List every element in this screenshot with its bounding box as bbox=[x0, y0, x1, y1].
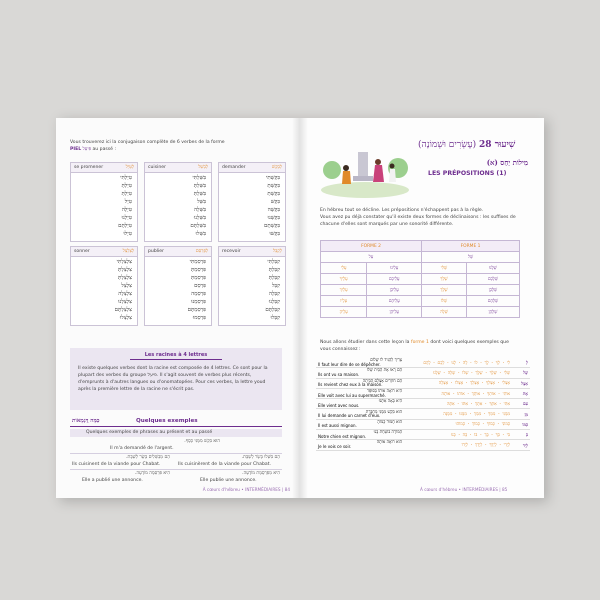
roots-box bbox=[70, 348, 282, 410]
conjugation-form: טִיֵּל bbox=[124, 199, 132, 205]
preposition-example-he: הוּא בִּקֵּשׁ מִמֶּנִּי מְחַבֶּרֶת bbox=[365, 408, 402, 414]
conjugation-form: צִלְצַלְתִּי bbox=[116, 259, 132, 265]
examples-divider bbox=[70, 426, 282, 427]
preposition-example-fr: Elle voit avec lui au supermarché. bbox=[318, 392, 386, 398]
examples-title-he: כַּמָּה דֻּגְמָאוֹת bbox=[72, 418, 100, 424]
conjugation-form: קִבַּלְתֶּם bbox=[265, 307, 280, 313]
conjugation-form: בִּקֵּשׁ bbox=[270, 199, 280, 205]
roots-text-2: plupart des verbes du groupe פיעל. Il s'agit souvent de verbes plus récents, bbox=[78, 373, 252, 378]
intro-rest: au passé : bbox=[92, 147, 117, 152]
verb-card-header bbox=[219, 163, 285, 173]
preposition-example-fr: Il est aussi mignon. bbox=[318, 423, 357, 429]
subtitle-he: מִילוֹת יַחַס (א) bbox=[486, 158, 528, 167]
conjugation-form: צִלְצַלְתָּ bbox=[118, 267, 132, 273]
conjugation-form: בִּקַּשְׁתְּ bbox=[267, 191, 280, 197]
conjugation-form: קִבֵּל bbox=[271, 283, 280, 289]
list-intro-highlight: forme 1 bbox=[410, 340, 429, 345]
preposition-row bbox=[316, 440, 530, 450]
preposition-example-fr: Il faut leur dire de se dépêcher. bbox=[318, 361, 381, 367]
lesson-title bbox=[418, 140, 515, 151]
declension-cell: שֶׁלְּךָ bbox=[422, 274, 467, 285]
intro-p3: chacune d'elles sont marqués par une sonorité différente. bbox=[320, 222, 454, 227]
intro-line-2 bbox=[70, 147, 116, 153]
conjugation-form: קִבַּלְתִּי bbox=[267, 259, 280, 265]
preposition-word: אֶת bbox=[512, 388, 530, 398]
book-gutter bbox=[292, 118, 308, 498]
roots-title: Les racines à 4 lettres bbox=[144, 352, 208, 358]
verb-hebrew: לְצַלְצֵל bbox=[122, 249, 134, 254]
preposition-list bbox=[316, 358, 530, 451]
preposition-example-he: הִיא רוֹאָה אוֹתוֹ בַּסּוּפֶּר bbox=[367, 387, 402, 393]
conjugation-form: צִלְצַלְתֶּם bbox=[114, 307, 132, 313]
preposition-row bbox=[316, 378, 530, 388]
preposition-forms: לְיָדִי ・ לְיָדְךָ ・ לְיָדֵךְ ・ לְיָדוֹ bbox=[404, 440, 512, 450]
preposition-word: מִן bbox=[512, 409, 530, 419]
verb-card bbox=[70, 162, 138, 242]
verb-hebrew: לְבַשֵּׁל bbox=[198, 165, 208, 170]
preposition-row bbox=[316, 399, 530, 409]
preposition-example-fr: Elle vient avec nous. bbox=[318, 402, 360, 408]
declension-row bbox=[321, 307, 520, 318]
conjugation-form: טִיַּלְנוּ bbox=[121, 215, 132, 221]
conjugation-form: בִּשַּׁלְתְּ bbox=[193, 191, 206, 197]
piel-label: PIEL bbox=[70, 147, 82, 152]
conjugation-form: פִּרְסַמְתֶּם bbox=[187, 307, 206, 313]
intro-p2: Vous avez pu déjà constater qu'il existe deux formes de déclinaisons : les suffixes de bbox=[320, 215, 516, 220]
declension-cell: שֶׁלּוֹ bbox=[422, 296, 467, 307]
conjugation-form: בִּקַּשְׁתָּ bbox=[267, 183, 280, 189]
conjugation-form: צִלְצַלְנוּ bbox=[118, 299, 132, 305]
declension-cell: עָלֶיהָ bbox=[321, 307, 367, 318]
roots-text-4: après la première lettre de la racine ne s'écrit pas. bbox=[78, 387, 195, 392]
conjugation-form: פִּרְסְמוּ bbox=[192, 315, 206, 321]
example-row bbox=[70, 470, 282, 485]
preposition-word: לְיַד bbox=[512, 440, 530, 450]
preposition-example-cell bbox=[316, 430, 404, 440]
conjugation-form: קִבַּלְנוּ bbox=[268, 299, 280, 305]
conjugation-form: בִּקְּשׁוּ bbox=[269, 231, 280, 237]
forme1-header: FORME 1 bbox=[422, 241, 520, 252]
example-he: הוּא בִּקֵּשׁ מִמֶּנִּי כֶּסֶף. bbox=[184, 439, 220, 444]
left-footer: À cœurs d'hébreu • INTERMÉDIAIRES | 84 bbox=[202, 487, 290, 492]
conjugation-form: בִּשְּׁלָה bbox=[193, 207, 206, 213]
declension-cell: שֶׁלָּנוּ bbox=[466, 263, 519, 274]
preposition-example-he: הַמּוֹרָה בּוֹטַחַת בָּנוּ bbox=[373, 429, 402, 435]
list-intro-1: Nous allons étudier dans cette leçon la bbox=[320, 340, 410, 345]
intro-line: Vous trouverez ici la conjugaison complète de 6 verbes de la forme bbox=[70, 140, 225, 145]
preposition-example-cell bbox=[316, 399, 404, 409]
left-page bbox=[56, 118, 300, 498]
conjugation-form: קִבְּלָה bbox=[268, 291, 280, 297]
example-fr-2: Ils cuisinèrent de la viande pour Chabat. bbox=[178, 462, 271, 467]
conjugation-form: בִּשַּׁלְתָּ bbox=[193, 183, 206, 189]
declension-cell: שֶׁלָּהֶם bbox=[466, 296, 519, 307]
right-footer: À cœurs d'hébreu • INTERMÉDIAIRES | 85 bbox=[420, 487, 508, 492]
verb-french: publier bbox=[148, 249, 165, 254]
declension-cell: שֶׁלָּכֶם bbox=[466, 274, 519, 285]
verb-card bbox=[70, 246, 138, 326]
conjugation-form: טִיְּלָה bbox=[121, 207, 132, 213]
preposition-row bbox=[316, 368, 530, 378]
preposition-example-fr: Notre chien est mignon. bbox=[318, 433, 367, 439]
conjugation-form: פִּרְסַמְתִּי bbox=[189, 259, 206, 265]
example-fr-2: Elle publie une annonce. bbox=[200, 478, 257, 483]
preposition-forms: אִתִּי ・ אִתְּךָ ・ אִתָּךְ ・ אִתּוֹ ・ אִתָּהּ bbox=[404, 399, 512, 409]
verb-french: sonner bbox=[74, 249, 90, 254]
verb-french: cuisiner bbox=[148, 165, 167, 170]
conjugation-form: קִבְּלוּ bbox=[270, 315, 280, 321]
preposition-row bbox=[316, 358, 530, 368]
intro-p1: En hébreu tout se décline. Les prépositions n'échappent pas à la règle. bbox=[320, 208, 484, 213]
example-fr: Ils cuisinent de la viande pour Chabat. bbox=[72, 462, 161, 467]
conjugation-form: טִיְּלוּ bbox=[123, 231, 132, 237]
declension-cell: שֶׁלָּהּ bbox=[422, 307, 467, 318]
example-row bbox=[70, 438, 282, 454]
list-intro bbox=[320, 340, 509, 346]
declension-cell: שֶׁלִּי bbox=[422, 263, 467, 274]
conjugation-form: צִלְצְלוּ bbox=[119, 315, 132, 321]
lesson-number: שִׁיעוּר 28 bbox=[479, 140, 516, 150]
subtitle-fr: LES PRÉPOSITIONS (1) bbox=[428, 170, 507, 177]
right-page bbox=[300, 118, 544, 498]
preposition-example-fr: Ils revient chez eux à la maison. bbox=[318, 382, 383, 388]
conjugation-form: בִּשַּׁלְתִּי bbox=[192, 175, 206, 181]
conjugation-form: טִיַּלְתֶּם bbox=[118, 223, 132, 229]
conjugation-form: פִּרְסַמְתָּ bbox=[190, 267, 206, 273]
forme2-prep: עַל bbox=[321, 252, 422, 263]
verb-card-header bbox=[219, 247, 285, 257]
verb-hebrew: לְקַבֵּל bbox=[273, 249, 282, 254]
preposition-forms: כָּמוֹנִי ・ כָּמוֹךָ ・ כָּמוֹךְ ・ כָּמוֹהוּ bbox=[404, 419, 512, 429]
preposition-forms: שֶׁלִּי ・ שֶׁלְּךָ ・ שֶׁלָּךְ ・ שֶׁלּוֹ ・ שֶׁלָּהּ ・ שֶׁלָּנוּ bbox=[404, 368, 512, 378]
preposition-forms: לִי ・ לְךָ ・ לָךְ ・ לוֹ ・ לָהּ ・ לָנוּ ・ לָכֶם ・ לָהֶם bbox=[404, 358, 512, 368]
examples-title bbox=[136, 418, 198, 424]
declension-cell: עָלַי bbox=[321, 263, 367, 274]
declension-cell: שֶׁלָּךְ bbox=[422, 285, 467, 296]
preposition-word: שֶׁל bbox=[512, 368, 530, 378]
roots-text-3: d'emprunts à d'autres langues ou d'onomatopées. Pour ces verbes, la lettre youd bbox=[78, 380, 266, 385]
conjugation-form: בִּקַּשְׁתֶּם bbox=[264, 223, 280, 229]
declension-cell: עָלָיו bbox=[321, 296, 367, 307]
forme1-prep: שֶׁל bbox=[422, 252, 520, 263]
verb-card-header bbox=[71, 247, 137, 257]
verb-card-header bbox=[71, 163, 137, 173]
roots-title-underline bbox=[130, 359, 222, 360]
conjugation-form: צִלְצֵל bbox=[121, 283, 132, 289]
conjugation-form: קִבַּלְתָּ bbox=[268, 267, 280, 273]
preposition-word: כְּמוֹ bbox=[512, 419, 530, 429]
declension-cell: עֲלֵיהֶם bbox=[367, 296, 422, 307]
conjugation-form: פִּרְסַמְנוּ bbox=[191, 299, 206, 305]
piel-hebrew: פִּיעֵל bbox=[82, 147, 91, 152]
declension-cell: עָלַיִךְ bbox=[321, 285, 367, 296]
conjugation-form: טִיַּלְתִּי bbox=[120, 175, 132, 181]
declension-row bbox=[321, 263, 520, 274]
conjugation-form: קִבַּלְתְּ bbox=[268, 275, 280, 281]
conjugation-form: בִּשַּׁלְנוּ bbox=[193, 215, 206, 221]
verb-card-header bbox=[145, 163, 211, 173]
preposition-example-he: הוּא רוֹאֶה אוֹתָהּ bbox=[376, 439, 402, 445]
preposition-example-he: הֵם חוֹזְרִים אֶצְלָם הַבַּיְתָה bbox=[362, 377, 402, 383]
preposition-row bbox=[316, 430, 530, 440]
verb-hebrew: לְפַרְסֵם bbox=[195, 249, 208, 254]
declension-row bbox=[321, 285, 520, 296]
preposition-row bbox=[316, 419, 530, 429]
example-fr: Il m'a demandé de l'argent. bbox=[110, 446, 174, 451]
example-he-2: הִיא מְפַרְסֶמֶת מוֹדָעָה. bbox=[242, 471, 280, 476]
preposition-example-he: צָרִיךְ לְהַגִּיד לוֹ שָׁלוֹם bbox=[370, 357, 402, 363]
conjugation-form: בִּשַּׁלְתֶּם bbox=[190, 223, 206, 229]
preposition-example-cell bbox=[316, 368, 404, 378]
lesson-paren: (עֶשְׂרִים וּשְׁמוֹנָה) bbox=[418, 140, 477, 150]
preposition-word: בְּ bbox=[512, 430, 530, 440]
preposition-forms: אֶצְלִי ・ אֶצְלְךָ ・ אֶצְלֵךְ ・ אֶצְלוֹ ・ אֶצְלָהּ bbox=[404, 378, 512, 388]
declension-table bbox=[320, 240, 520, 318]
example-he: הִיא פִּרְסְמָה מוֹדָעָה. bbox=[135, 471, 170, 476]
conjugation-form: טִיַּלְתְּ bbox=[121, 191, 132, 197]
conjugation-form: בִּקְּשָׁה bbox=[267, 207, 280, 213]
conjugation-form: טִיַּלְתָּ bbox=[121, 183, 132, 189]
list-intro-2: dont voici quelques exemples que bbox=[430, 340, 509, 345]
preposition-word: עִם bbox=[512, 399, 530, 409]
declension-cell: עָלֵינוּ bbox=[367, 263, 422, 274]
example-he-2: הֵם בִּשְּׁלוּ בָּשָׂר לְשַׁבָּת. bbox=[241, 455, 280, 460]
declension-cell: שֶׁלָּהֶן bbox=[466, 307, 519, 318]
preposition-forms: מִמֶּנִּי ・ מִמְּךָ ・ מִמֵּךְ ・ מִמֶּנּוּ ・ מִמֶּנָּה bbox=[404, 409, 512, 419]
verb-hebrew: לְבַקֵּשׁ bbox=[271, 165, 282, 170]
declension-cell: עֲלֵיהֶן bbox=[367, 307, 422, 318]
verb-hebrew: לְטַיֵּל bbox=[125, 165, 134, 170]
preposition-example-fr: Je le vois ce soir. bbox=[318, 444, 352, 450]
conjugation-form: בִּקַּשְׁנוּ bbox=[267, 215, 280, 221]
declension-row bbox=[321, 274, 520, 285]
preposition-example-cell bbox=[316, 358, 404, 368]
preposition-example-he: הֵם רָאוּ אֶת הַבַּיִת שֶׁלּוֹ bbox=[366, 367, 402, 373]
preposition-example-fr: Ils ont vu sa maison. bbox=[318, 371, 360, 377]
preposition-example-he: הִיא בָּאָה אִתָּנוּ bbox=[378, 398, 402, 404]
preposition-word: לְ bbox=[512, 358, 530, 368]
declension-cell: עֲלֵיכֶן bbox=[367, 285, 422, 296]
preposition-example-fr: Il lui demande un carnet d'eux. bbox=[318, 413, 381, 419]
verb-card bbox=[144, 162, 212, 242]
preposition-example-cell bbox=[316, 419, 404, 429]
conjugation-form: בִּשֵּׁל bbox=[197, 199, 206, 205]
declension-row bbox=[321, 296, 520, 307]
preposition-word: אֵצֶל bbox=[512, 378, 530, 388]
preposition-forms: בִּי ・ בְּךָ ・ בָּךְ ・ בּוֹ ・ בָּהּ ・ בָּנוּ bbox=[404, 430, 512, 440]
verb-french: recevoir bbox=[222, 249, 241, 254]
conjugation-form: פִּרְסֵם bbox=[194, 283, 206, 289]
example-fr: Elle a publié une annonce. bbox=[82, 478, 143, 483]
example-he: הֵם מְבַשְּׁלִים בָּשָׂר לְשַׁבָּת. bbox=[126, 455, 170, 460]
verb-card bbox=[218, 246, 286, 326]
examples-title-fr: Quelques exemples bbox=[136, 418, 198, 424]
examples-header: Quelques exemples de phrases au présent et au passé bbox=[86, 430, 213, 435]
verb-card bbox=[218, 162, 286, 242]
roots-text-1: Il existe quelques verbes dont la racine est composée de 4 lettres. Ce sont pour la bbox=[78, 366, 268, 371]
preposition-example-cell bbox=[316, 378, 404, 388]
preposition-row bbox=[316, 388, 530, 398]
conjugation-form: צִלְצַלְתְּ bbox=[118, 275, 132, 281]
verb-french: se promener bbox=[74, 165, 104, 170]
conjugation-form: בִּקַּשְׁתִּי bbox=[265, 175, 280, 181]
conjugation-form: בִּשְּׁלוּ bbox=[195, 231, 206, 237]
preposition-example-cell bbox=[316, 409, 404, 419]
verb-card-header bbox=[145, 247, 211, 257]
list-intro-3: vous connaissez : bbox=[320, 347, 361, 352]
forme2-header: FORME 2 bbox=[321, 241, 422, 252]
declension-cell: עֲלֵיכֶם bbox=[367, 274, 422, 285]
preposition-example-cell bbox=[316, 440, 404, 450]
declension-cell: עָלֶיךָ bbox=[321, 274, 367, 285]
verb-card bbox=[144, 246, 212, 326]
preposition-example-cell bbox=[316, 388, 404, 398]
example-row bbox=[70, 454, 282, 470]
preposition-example-he: הוּא חָמוּד כָּמוֹהָ bbox=[377, 418, 402, 424]
declension-cell: שֶׁלָּכֶן bbox=[466, 285, 519, 296]
preposition-row bbox=[316, 409, 530, 419]
preposition-forms: אוֹתִי ・ אוֹתְךָ ・ אוֹתָךְ ・ אוֹתוֹ ・ אוֹתָהּ bbox=[404, 388, 512, 398]
conjugation-form: צִלְצְלָה bbox=[118, 291, 132, 297]
park-illustration bbox=[320, 140, 410, 200]
conjugation-form: פִּרְסְמָה bbox=[191, 291, 206, 297]
verb-french: demander bbox=[222, 165, 246, 170]
conjugation-form: פִּרְסַמְתְּ bbox=[190, 275, 206, 281]
